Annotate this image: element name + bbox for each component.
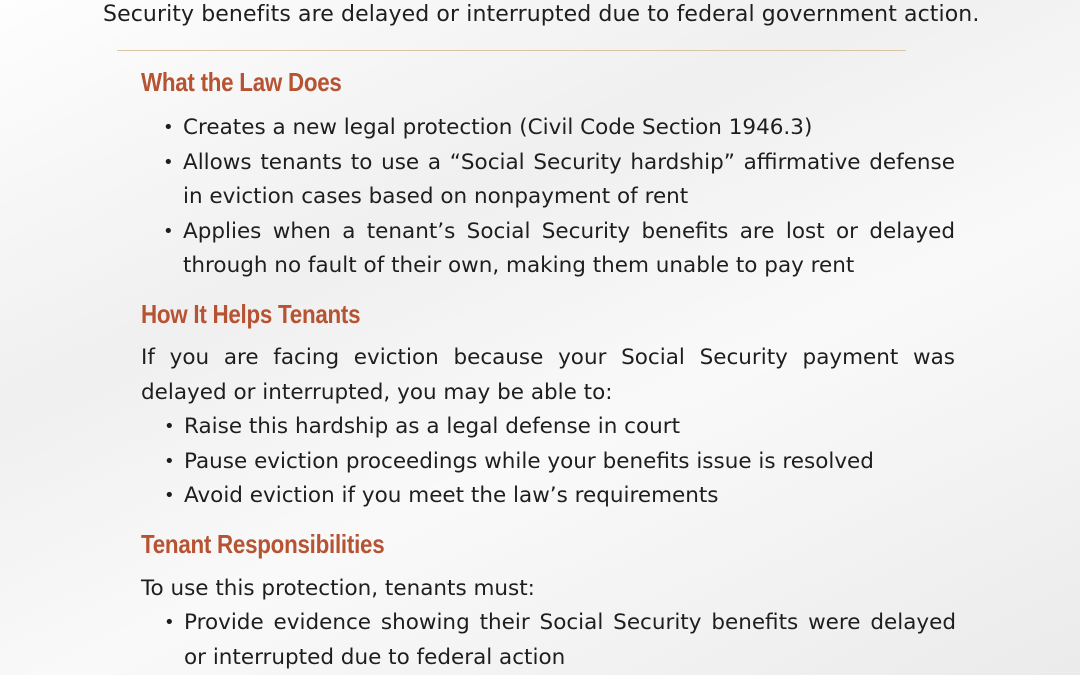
heading-what-the-law-does: What the Law Does: [141, 67, 342, 97]
bullet-icon: •: [164, 612, 175, 633]
bullet-icon: •: [163, 117, 174, 138]
bullet-icon: •: [164, 485, 175, 506]
bullet-icon: •: [164, 416, 175, 437]
responsibilities-list: [164, 606, 956, 675]
bullet-icon: •: [164, 450, 175, 472]
list-item: • Creates a new legal protection (Civil Code Section 1946.3): [183, 111, 955, 146]
list-item: • Pause eviction proceedings while your benefits issue is resolved: [184, 445, 956, 480]
bullet-icon: •: [163, 220, 174, 242]
heading-tenant-responsibilities: Tenant Responsibilities: [141, 529, 385, 559]
list-item: • Avoid eviction if you meet the law’s requirements: [184, 479, 956, 514]
how-it-helps-paragraph: If you are facing eviction because your Social Security payment was delayed or interrupted, you may be able to:: [141, 345, 955, 405]
list-item: • Allows tenants to use a “Social Security hardship” affirmative defense in eviction cases based on nonpayment of rent: [183, 146, 955, 215]
list-item: • Provide evidence showing their Social Security benefits were delayed or interrupted due to federal action: [184, 606, 956, 675]
responsibilities-paragraph: To use this protection, tenants must:: [141, 576, 535, 601]
list-item: • Applies when a tenant’s Social Security benefits are lost or delayed through no fault of their own, making them unable to pay rent: [183, 215, 955, 284]
law-does-list: [163, 111, 955, 284]
section-divider: [117, 50, 906, 51]
how-it-helps-list: [164, 410, 956, 514]
heading-how-it-helps-tenants: How It Helps Tenants: [141, 299, 361, 329]
list-item: • Raise this hardship as a legal defense in court: [184, 410, 956, 445]
bullet-icon: •: [163, 151, 174, 173]
intro-text: Security benefits are delayed or interrupted due to federal government action.: [103, 2, 980, 27]
